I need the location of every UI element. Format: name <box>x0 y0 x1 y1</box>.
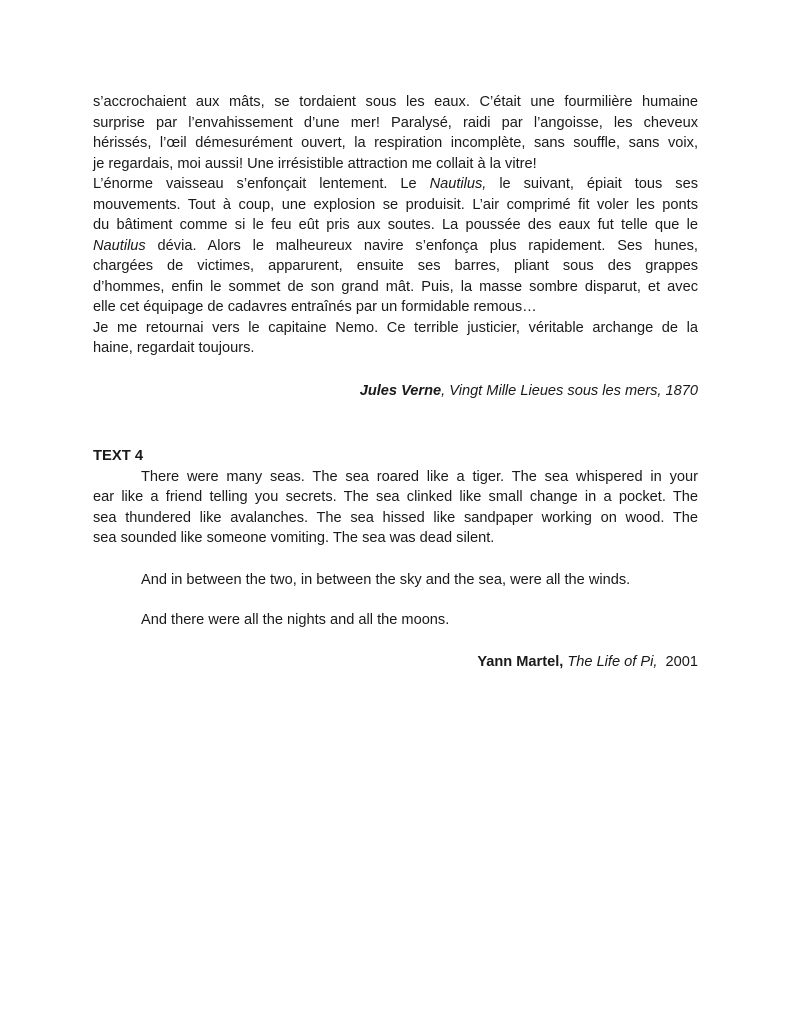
text-line <box>93 338 698 359</box>
text4-paragraph-lines <box>93 467 698 549</box>
text-segment: sea thundered like avalanches. The sea hissed like sandpaper working on wood. The <box>93 509 698 526</box>
text-line <box>93 277 698 298</box>
text-line <box>93 487 698 508</box>
french-excerpt-lines <box>93 92 698 359</box>
text-line <box>93 113 698 134</box>
text-line <box>93 133 698 154</box>
text-segment: The Life of Pi, <box>563 653 658 670</box>
text-segment: , Vingt Mille Lieues sous les mers, 1870 <box>441 382 698 399</box>
text-segment: mouvements. Tout à coup, une explosion se produisit. L’air comprimé fit voler les ponts <box>93 196 698 213</box>
text-segment: Nautilus <box>93 237 146 254</box>
text-segment: L’énorme vaisseau s’enfonçait lentement. Le <box>93 176 430 192</box>
text-line <box>93 508 698 529</box>
text-line <box>93 467 698 488</box>
text-line <box>93 236 698 257</box>
text-segment: surprise par l’envahissement d’une mer! Paralysé, raidi par l’angoisse, les cheveux <box>93 114 698 131</box>
text-line <box>93 215 698 236</box>
text-line <box>93 318 698 339</box>
text-segment: Nautilus, <box>429 176 487 192</box>
text-segment: dévia. Alors le malheureux navire s’enfonça plus rapidement. Ses hunes, <box>145 237 698 254</box>
text4-moons-line: And there were all the nights and all the moons. <box>141 612 450 628</box>
text-segment: chargées de victimes, apparurent, ensuite ses barres, pliant sous des grappes <box>93 258 698 274</box>
text-line <box>93 195 698 216</box>
text-line <box>93 528 698 549</box>
text-segment: du bâtiment comme si le feu eût pris aux soutes. La poussée des eaux fut telle que le <box>93 217 698 233</box>
text4-attribution <box>93 652 698 673</box>
text-segment: sea sounded like someone vomiting. The sea was dead silent. <box>93 530 495 546</box>
text-line <box>93 256 698 277</box>
text-segment: haine, regardait toujours. <box>93 340 255 356</box>
text-line <box>93 154 698 175</box>
text-segment: d’hommes, enfin le sommet de son grand mât. Puis, la masse sombre disparut, et avec <box>93 278 698 295</box>
text-segment: s’accrochaient aux mâts, se tordaient sous les eaux. C’était une fourmilière humaine <box>93 94 698 110</box>
text-segment: There were many seas. The sea roared like a tiger. The sea whispered in your <box>141 468 698 485</box>
text-line <box>93 92 698 113</box>
text-segment: Je me retournai vers le capitaine Nemo. Ce terrible justicier, véritable archange de la <box>93 319 698 336</box>
text-segment: je regardais, moi aussi! Une irrésistible attraction me collait à la vitre! <box>93 155 537 172</box>
text-segment: hérissés, l’œil démesurément ouvert, la respiration incomplète, sans souffle, sans voix, <box>93 135 698 151</box>
text-line <box>93 174 698 195</box>
text-segment: Jules Verne <box>359 382 442 399</box>
text-segment: ear like a friend telling you secrets. The sea clinked like small change in a pocket. The <box>93 489 698 505</box>
french-excerpt-attribution <box>93 381 698 402</box>
text-segment: Yann Martel, <box>477 653 564 670</box>
text4-winds-line: And in between the two, in between the sky and the sea, were all the winds. <box>141 571 631 588</box>
text-segment: le suivant, épiait tous ses <box>486 176 698 192</box>
text4-heading: TEXT 4 <box>93 448 144 464</box>
text-segment: elle cet équipage de cadavres entraînés par un formidable remous… <box>93 299 537 315</box>
text-segment: 2001 <box>657 653 698 670</box>
text-line <box>93 297 698 318</box>
french-excerpt-block <box>93 92 698 401</box>
text4-block <box>93 446 698 672</box>
